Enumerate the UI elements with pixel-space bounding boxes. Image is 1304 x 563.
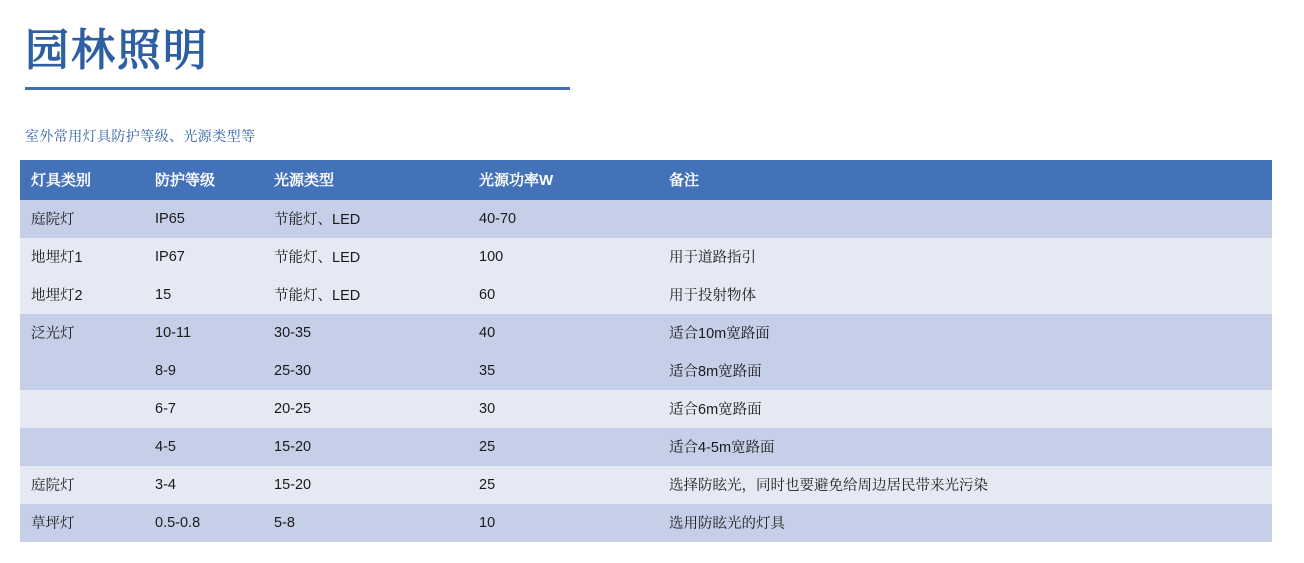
cell-protection-rating: IP67 [144,238,263,276]
cell-power: 40-70 [468,200,658,238]
cell-protection-rating: 10-11 [144,314,263,352]
table-row [20,238,1272,276]
cell-protection-rating: 4-5 [144,428,263,466]
table-header-row [20,160,1272,200]
cell-protection-rating: 15 [144,276,263,314]
cell-remarks: 适合6m宽路面 [658,390,1272,428]
page-title: 园林照明 [25,26,209,75]
table-row [20,390,1272,428]
table-row [20,314,1272,352]
cell-category: 地埋灯2 [20,276,144,314]
column-header-power: 光源功率W [468,160,658,200]
cell-power: 35 [468,352,658,390]
cell-power: 25 [468,466,658,504]
cell-light-source-type: 15-20 [263,428,468,466]
cell-remarks: 选择防眩光，同时也要避免给周边居民带来光污染 [658,466,1272,504]
cell-remarks: 用于投射物体 [658,276,1272,314]
cell-light-source-type: 20-25 [263,390,468,428]
cell-light-source-type: 节能灯、LED [263,200,468,238]
cell-light-source-type: 5-8 [263,504,468,542]
title-block [25,0,570,90]
cell-remarks: 适合8m宽路面 [658,352,1272,390]
column-header-category: 灯具类别 [20,160,144,200]
cell-remarks: 选用防眩光的灯具 [658,504,1272,542]
cell-power: 40 [468,314,658,352]
cell-category: 泛光灯 [20,314,144,352]
cell-light-source-type: 15-20 [263,466,468,504]
subtitle: 室外常用灯具防护等级、光源类型等 [25,127,256,144]
cell-protection-rating: 0.5-0.8 [144,504,263,542]
cell-protection-rating: 8-9 [144,352,263,390]
title-underline [25,87,570,90]
cell-light-source-type: 30-35 [263,314,468,352]
cell-remarks [658,200,1272,238]
column-header-light-source-type: 光源类型 [263,160,468,200]
cell-power: 25 [468,428,658,466]
cell-protection-rating: IP65 [144,200,263,238]
cell-category: 庭院灯 [20,466,144,504]
cell-remarks: 适合10m宽路面 [658,314,1272,352]
cell-remarks: 适合4-5m宽路面 [658,428,1272,466]
cell-category [20,352,144,390]
cell-protection-rating: 3-4 [144,466,263,504]
table-body [20,200,1272,542]
column-header-protection-rating: 防护等级 [144,160,263,200]
table-header [20,160,1272,200]
cell-power: 10 [468,504,658,542]
cell-light-source-type: 节能灯、LED [263,276,468,314]
lighting-spec-table [20,160,1272,542]
cell-category: 庭院灯 [20,200,144,238]
table-row [20,504,1272,542]
cell-light-source-type: 25-30 [263,352,468,390]
table-row [20,428,1272,466]
cell-category [20,428,144,466]
cell-power: 100 [468,238,658,276]
cell-remarks: 用于道路指引 [658,238,1272,276]
table-row [20,276,1272,314]
cell-light-source-type: 节能灯、LED [263,238,468,276]
cell-power: 30 [468,390,658,428]
cell-category [20,390,144,428]
cell-category: 地埋灯1 [20,238,144,276]
table-row [20,352,1272,390]
table-row [20,200,1272,238]
cell-category: 草坪灯 [20,504,144,542]
column-header-remarks: 备注 [658,160,1272,200]
table-row [20,466,1272,504]
cell-power: 60 [468,276,658,314]
cell-protection-rating: 6-7 [144,390,263,428]
